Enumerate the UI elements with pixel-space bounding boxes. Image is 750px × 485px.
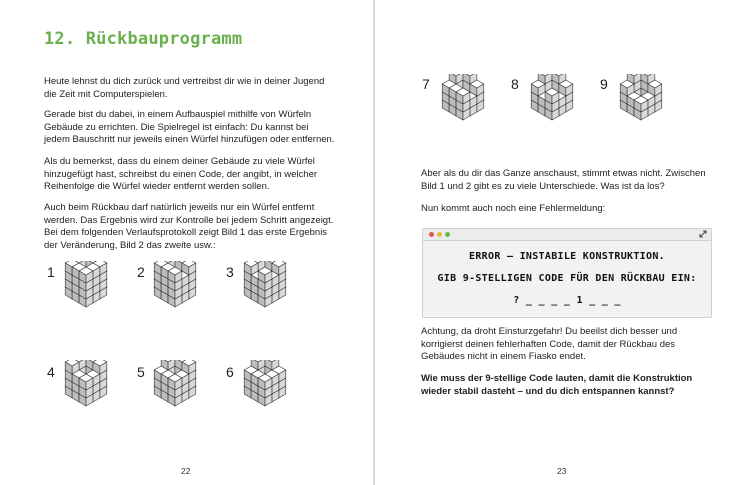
figure-label-9: 9 [600, 76, 608, 92]
figure-label-7: 7 [422, 76, 430, 92]
page-number-left: 22 [181, 466, 191, 476]
left-page [0, 0, 374, 485]
error-titlebar [423, 229, 711, 241]
maximize-dot-icon[interactable] [445, 232, 450, 237]
protocol-paragraph: Auch beim Rückbau darf natürlich jeweils nur ein Würfel entfernt werden. Das Ergebnis wird zur Kontrolle bei jedem Schritt angezeigt. Bei dem folgenden Verlaufsprotokoll zeigt Bild 1 das erste Ergebnis der Veränderung, Bild 2 das zweite usw.: [44, 202, 334, 251]
figure-label-8: 8 [511, 76, 519, 92]
cube-structure-8 [518, 74, 598, 158]
expand-icon[interactable] [699, 230, 707, 238]
error-instruction: GIB 9-STELLIGEN CODE FÜR DEN RÜCKBAU EIN: [437, 273, 697, 284]
rules-paragraph: Gerade bist du dabei, in einem Aufbauspiel mithilfe von Würfeln Gebäude zu errichten. Die Spielregel ist einfach: Du kannst bei jedem Bauschritt nur jeweils einen Würfel hinzufügen oder entfernen. [44, 109, 335, 145]
cube-structure-2 [141, 261, 221, 345]
error-intro: Nun kommt auch noch eine Fehlermeldung: [421, 203, 606, 214]
cube-structure-7 [429, 74, 509, 158]
close-dot-icon[interactable] [429, 232, 434, 237]
intro-paragraph: Heute lehnst du dich zurück und vertreibst dir wie in deiner Jugend die Zeit mit Computerspielen. [44, 76, 325, 100]
problem-paragraph: Aber als du dir das Ganze anschaust, stimmt etwas nicht. Zwischen Bild 1 und 2 gibt es zu viele Unterschiede. Was ist da los? [421, 168, 706, 192]
right-page [375, 0, 750, 485]
figure-label-3: 3 [226, 264, 234, 280]
figure-label-6: 6 [226, 364, 234, 380]
figure-label-5: 5 [137, 364, 145, 380]
page-number-right: 23 [557, 466, 567, 476]
cube-structure-4 [52, 360, 132, 444]
warning-paragraph: Achtung, da droht Einsturzgefahr! Du beeilst dich besser und korrigierst deinen fehlerhaften Code, damit der Rückbau des Gebäudes nicht in einem Fiasko endet. [421, 326, 678, 362]
figure-label-4: 4 [47, 364, 55, 380]
chapter-title: 12. Rückbauprogramm [44, 29, 243, 49]
cube-structure-6 [231, 360, 311, 444]
figure-label-2: 2 [137, 264, 145, 280]
code-input-field[interactable]: ? _ _ _ _ 1 _ _ _ [513, 295, 621, 306]
cube-structure-3 [231, 261, 311, 345]
minimize-dot-icon[interactable] [437, 232, 442, 237]
cube-structure-9 [607, 74, 687, 158]
question-paragraph: Wie muss der 9-stellige Code lauten, damit die Konstruktion wieder stabil dasteht – und du dich entspannen kannst? [421, 373, 693, 397]
cube-structure-5 [141, 360, 221, 444]
cube-structure-1 [52, 261, 132, 345]
code-paragraph: Als du bemerkst, dass du einem deiner Gebäude zu viele Würfel hinzugefügt hast, schreibst du einen Code, der angibt, in welcher Reihenfolge die Würfel wieder entfernt werden sollen. [44, 156, 318, 192]
error-message: ERROR – INSTABILE KONSTRUKTION. [469, 251, 665, 262]
figure-label-1: 1 [47, 264, 55, 280]
error-dialog [422, 228, 712, 318]
